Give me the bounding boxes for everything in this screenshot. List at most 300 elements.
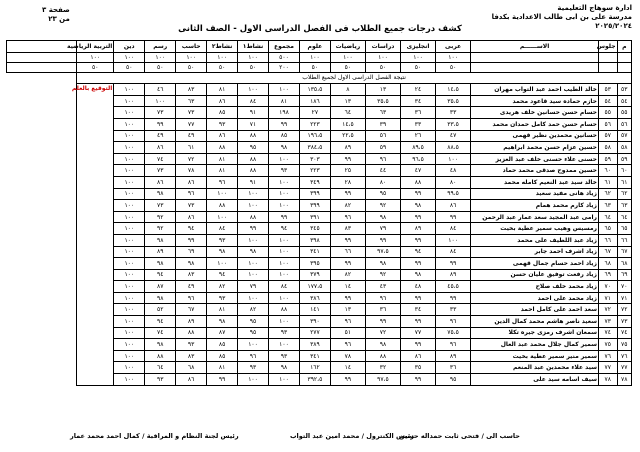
student-cell: ٧١ xyxy=(238,118,269,130)
student-cell: ١٠٠ xyxy=(114,292,145,304)
student-cell: ٧٤ xyxy=(599,327,618,339)
column-header: عربى xyxy=(436,41,471,53)
student-cell: ٩٩ xyxy=(330,258,365,270)
min-score-cell: ٥٠ xyxy=(114,62,145,72)
student-cell: ٨٨ xyxy=(238,153,269,165)
student-cell: ٦٤ xyxy=(617,211,631,223)
student-cell: ٣٣،٥ xyxy=(436,118,471,130)
student-cell: ٩٤ xyxy=(269,223,300,235)
student-cell: ٨٧ xyxy=(145,281,176,293)
student-cell: ٩٨ xyxy=(365,211,400,223)
student-cell: ٨٩ xyxy=(145,246,176,258)
student-cell: ٦١ xyxy=(176,142,207,154)
student-cell: ١٠٠ xyxy=(114,107,145,119)
student-cell: ٨٢ xyxy=(207,281,238,293)
page-total: من ٢٣ xyxy=(48,15,70,23)
student-cell: ٥٥ xyxy=(599,107,618,119)
student-cell: ١٠٠ xyxy=(114,84,145,96)
student-cell: ٨٩ xyxy=(401,223,436,235)
student-name: حسام حسن حسانين خلف هريدى xyxy=(471,107,599,119)
student-cell: ١٠٠ xyxy=(114,188,145,200)
student-cell: ٩٨ xyxy=(145,234,176,246)
student-cell: ٩٦ xyxy=(330,339,365,351)
student-cell: ٩٨ xyxy=(365,339,400,351)
student-cell: ٨٣ xyxy=(176,269,207,281)
student-cell: ٩٣ xyxy=(207,292,238,304)
student-cell: ٤٣ xyxy=(365,281,400,293)
student-cell: ٧٥ xyxy=(617,339,631,351)
max-score-row xyxy=(7,52,632,62)
column-header: جلوس xyxy=(599,41,618,53)
student-cell: ٩٨ xyxy=(145,188,176,200)
min-score-cell xyxy=(7,62,77,72)
column-header: حاسب xyxy=(176,41,207,53)
sheet-title: كشف درجات جميع الطلاب فى الفصل الدراسى الاول - الصف الثانى xyxy=(178,24,462,34)
admin-name: ادارة سوهاج التعليمية xyxy=(557,4,632,12)
student-cell: ١٠٠ xyxy=(269,374,300,386)
student-cell: ٩٨ xyxy=(401,269,436,281)
student-cell: ٩٩ xyxy=(365,234,400,246)
max-score-cell: ١٠٠ xyxy=(401,52,436,62)
student-cell: ٩٦ xyxy=(436,339,471,351)
student-cell: ٥٦ xyxy=(599,118,618,130)
page-number: صفحة ٣ xyxy=(42,6,70,14)
student-cell: ٩٦ xyxy=(365,292,400,304)
student-cell: ٩٢ xyxy=(145,223,176,235)
student-cell: ٦٧ xyxy=(599,246,618,258)
student-cell: ٧٤ xyxy=(145,153,176,165)
student-cell: ٧٠ xyxy=(617,281,631,293)
result-label: نتيجة الفصل الدراسى الاول لجميع الطلاب xyxy=(77,72,632,84)
min-score-cell: ٥٠ xyxy=(436,62,471,72)
student-cell: ٩٩ xyxy=(401,188,436,200)
student-cell: ٩٨ xyxy=(401,200,436,212)
student-cell: ١٤ xyxy=(330,362,365,374)
student-cell: ٨٦ xyxy=(436,200,471,212)
student-cell: ٩٣ xyxy=(145,374,176,386)
max-score-cell: ٥٠٠ xyxy=(269,52,300,62)
student-cell: ٨٨ xyxy=(176,327,207,339)
student-cell: ٧٤ xyxy=(617,327,631,339)
column-header: انجليزى xyxy=(401,41,436,53)
student-cell: ٦١ xyxy=(617,176,631,188)
student-cell: ٨ xyxy=(330,84,365,96)
student-cell: ٧٨ xyxy=(599,374,618,386)
student-cell: ٩٩ xyxy=(401,339,436,351)
student-cell: ٨٦ xyxy=(207,95,238,107)
student-cell: ٩٢ xyxy=(365,200,400,212)
student-cell: ٧٥ xyxy=(599,339,618,351)
student-cell: ٣٨٦ xyxy=(299,292,330,304)
student-name: سمير كمال جلال محمد عبد العال xyxy=(471,339,599,351)
student-cell: ٩٢ xyxy=(365,269,400,281)
student-cell: ١٦٢ xyxy=(299,362,330,374)
student-cell: ١٣ xyxy=(330,95,365,107)
student-cell: ٣٤١ xyxy=(299,246,330,258)
student-cell: ٩٩ xyxy=(401,316,436,328)
student-cell: ٣٦ xyxy=(365,304,400,316)
column-header: نشاط٢ xyxy=(207,41,238,53)
student-cell: ٣٩٩ xyxy=(299,200,330,212)
student-cell: ٦٧ xyxy=(617,246,631,258)
student-cell: ١٠٠ xyxy=(269,176,300,188)
student-cell: ٩٦ xyxy=(176,292,207,304)
student-cell: ٧٢ xyxy=(365,327,400,339)
student-cell: ٧٣ xyxy=(145,107,176,119)
student-cell: ٩٣ xyxy=(176,339,207,351)
student-cell: ١٣ xyxy=(365,84,400,96)
student-cell: ١٩٦،٥ xyxy=(299,130,330,142)
max-score-cell: ١٠٠ xyxy=(238,52,269,62)
student-cell: ٧٣ xyxy=(176,200,207,212)
student-cell: ٩١ xyxy=(238,107,269,119)
student-cell: ٩٩ xyxy=(330,374,365,386)
column-header: م xyxy=(617,41,631,53)
student-cell: ٩٧،٥ xyxy=(365,374,400,386)
student-cell: ٥٣ xyxy=(599,84,618,96)
student-cell: ١٠٠ xyxy=(114,362,145,374)
student-cell: ١٤،٥ xyxy=(436,84,471,96)
student-name: خالد سيد عبد النعيم كامله محمد xyxy=(471,176,599,188)
student-name: زياد اشرف احمد جابر xyxy=(471,246,599,258)
student-cell: ٦٦ xyxy=(330,246,365,258)
student-cell: ٩٩ xyxy=(401,374,436,386)
footer-sign-computer: حاسب الى / فتحى ثابت حمداله حسين xyxy=(398,432,520,440)
student-cell: ٩٨ xyxy=(176,258,207,270)
student-cell: ٩٩ xyxy=(330,188,365,200)
student-cell: ٨٦ xyxy=(176,176,207,188)
student-cell: ١٠٠ xyxy=(207,258,238,270)
student-cell: ٥٧ xyxy=(617,130,631,142)
student-cell: ٢٢٣ xyxy=(299,118,330,130)
student-cell: ٢٨ xyxy=(330,176,365,188)
min-score-cell: ٥٠ xyxy=(330,62,365,72)
student-cell: ٧١ xyxy=(617,292,631,304)
min-score-cell xyxy=(471,62,599,72)
student-cell: ٨٨ xyxy=(401,176,436,188)
student-cell: ٨٨،٥ xyxy=(436,142,471,154)
student-cell: ٥٢ xyxy=(145,304,176,316)
student-cell: ٩٣ xyxy=(269,350,300,362)
student-cell: ٤٨ xyxy=(401,281,436,293)
student-cell: ٢٥ xyxy=(330,165,365,177)
student-name: حسنى علاء حسنى خلف عبد العزيز xyxy=(471,153,599,165)
student-cell: ٥٨ xyxy=(617,142,631,154)
student-cell: ٢٤ xyxy=(401,84,436,96)
student-cell: ٣٥،٥ xyxy=(365,95,400,107)
student-cell: ٨٢ xyxy=(330,200,365,212)
student-cell: ٩٨ xyxy=(145,258,176,270)
student-cell: ٧٧ xyxy=(401,327,436,339)
student-cell: ٧٧ xyxy=(599,362,618,374)
student-cell: ٧٣ xyxy=(145,165,176,177)
min-score-cell: ٥٠ xyxy=(176,62,207,72)
student-name: زياد احمد حسام جمال قهمى xyxy=(471,258,599,270)
student-cell: ٩٣ xyxy=(238,362,269,374)
student-cell: ٨٩ xyxy=(436,269,471,281)
student-cell: ١٠٠ xyxy=(269,188,300,200)
student-cell: ٩٩ xyxy=(207,374,238,386)
student-cell: ٩٣ xyxy=(207,234,238,246)
student-cell: ١٠٠ xyxy=(269,269,300,281)
student-cell: ٩٤ xyxy=(401,246,436,258)
student-name: زياد كارم محمد همام xyxy=(471,200,599,212)
student-cell: ٨٩ xyxy=(330,142,365,154)
student-cell: ٩٩ xyxy=(269,118,300,130)
student-cell: ٤٧ xyxy=(436,130,471,142)
student-cell: ٦٣ xyxy=(599,200,618,212)
student-cell: ٣٤ xyxy=(401,304,436,316)
student-cell: ٧٧ xyxy=(176,118,207,130)
student-cell: ٣٩٢،٥ xyxy=(299,374,330,386)
student-cell: ٧٢ xyxy=(617,304,631,316)
student-cell: ١٣٥،٥ xyxy=(299,84,330,96)
student-cell: ٩٥ xyxy=(436,374,471,386)
student-cell: ٨٨ xyxy=(365,350,400,362)
student-cell: ٣٣ xyxy=(436,304,471,316)
student-cell: ٣٥ xyxy=(401,362,436,374)
student-cell: ٩٦،٥ xyxy=(401,153,436,165)
student-cell: ١٠٠ xyxy=(238,84,269,96)
student-cell: ٦٤ xyxy=(330,107,365,119)
student-cell: ٨٣ xyxy=(330,223,365,235)
student-cell: ٧٧ xyxy=(617,362,631,374)
student-name: زياد رفعت توفيق عليان حسن xyxy=(471,269,599,281)
student-cell: ٤٥،٥ xyxy=(436,281,471,293)
student-cell: ١٠٠ xyxy=(269,316,300,328)
student-name: سيف اسامه سيد على xyxy=(471,374,599,386)
student-cell: ٨١ xyxy=(207,84,238,96)
student-cell: ٩٩ xyxy=(145,118,176,130)
student-cell: ١٠٠ xyxy=(145,95,176,107)
student-cell: ٥١ xyxy=(330,327,365,339)
student-cell: ٩٦ xyxy=(330,211,365,223)
student-cell: ٨١ xyxy=(207,304,238,316)
student-cell: ٨٨ xyxy=(207,200,238,212)
student-cell: ٨٤ xyxy=(207,223,238,235)
student-cell: ٨٨ xyxy=(238,130,269,142)
column-header: دين xyxy=(114,41,145,53)
student-cell: ١٠٠ xyxy=(114,339,145,351)
student-cell: ٩٤ xyxy=(145,269,176,281)
student-cell: ١٠٠ xyxy=(238,292,269,304)
student-cell: ٣٧٩ xyxy=(299,269,330,281)
student-cell: ٩٨ xyxy=(269,362,300,374)
student-cell: ١٠٠ xyxy=(114,211,145,223)
student-cell: ٥٨ xyxy=(599,142,618,154)
student-cell: ٦٠ xyxy=(617,165,631,177)
student-cell: ١٠٠ xyxy=(269,84,300,96)
student-cell: ١٩٨ xyxy=(269,107,300,119)
student-cell: ١٨٦ xyxy=(299,95,330,107)
min-score-cell: ٥٠ xyxy=(238,62,269,72)
student-cell: ١٠٠ xyxy=(238,188,269,200)
student-cell: ٧٤ xyxy=(145,327,176,339)
student-cell: ٥٦ xyxy=(365,130,400,142)
student-cell: ٩٦ xyxy=(330,316,365,328)
column-header: علوم xyxy=(299,41,330,53)
student-cell: ١٠٠ xyxy=(207,211,238,223)
max-score-cell xyxy=(471,52,599,62)
student-cell: ١٠٠ xyxy=(114,246,145,258)
student-cell: ٦٢ xyxy=(617,188,631,200)
student-name: زياد محمد خلف صلاح xyxy=(471,281,599,293)
student-cell: ٩٣ xyxy=(269,165,300,177)
student-cell: ٩٦ xyxy=(176,188,207,200)
student-cell: ٩٨ xyxy=(269,142,300,154)
min-score-cell: ٥٠ xyxy=(207,62,238,72)
student-cell: ٨٢ xyxy=(330,269,365,281)
student-cell: ١٠٠ xyxy=(114,269,145,281)
student-cell: ٣٩١ xyxy=(299,211,330,223)
student-name: سعيد ناصر هاشم محمد كمال الدين xyxy=(471,316,599,328)
student-cell: ٨٥ xyxy=(207,339,238,351)
student-cell: ٦٧ xyxy=(176,304,207,316)
student-cell: ٨٤ xyxy=(238,95,269,107)
student-cell: ٩٩ xyxy=(330,153,365,165)
student-cell: ٨١ xyxy=(207,153,238,165)
student-cell: ٦٦ xyxy=(599,234,618,246)
student-name: رامى عبد المجيد سعد عمار عبد الرحمن xyxy=(471,211,599,223)
student-cell: ٩٩،٥ xyxy=(436,188,471,200)
student-cell: ٥٩ xyxy=(599,153,618,165)
max-score-cell: ١٠٠ xyxy=(176,52,207,62)
student-cell: ٧٠ xyxy=(599,281,618,293)
student-cell: ١٠٠ xyxy=(114,142,145,154)
student-cell: ٦٠ xyxy=(599,165,618,177)
student-cell: ٩٨ xyxy=(207,246,238,258)
student-cell: ٩٩ xyxy=(330,292,365,304)
max-score-cell: ١٠٠ xyxy=(436,52,471,62)
student-cell: ١٠٠ xyxy=(114,176,145,188)
student-cell: ٥٤ xyxy=(617,95,631,107)
student-cell: ٩٩ xyxy=(238,223,269,235)
max-score-cell: ١٠٠ xyxy=(365,52,400,62)
table-head xyxy=(7,41,632,84)
student-cell: ٩٦ xyxy=(365,153,400,165)
student-cell: ١٠٠ xyxy=(207,188,238,200)
student-cell: ١٠٠ xyxy=(114,234,145,246)
student-cell: ١٠٠ xyxy=(269,258,300,270)
max-score-cell: ١٠٠ xyxy=(114,52,145,62)
student-cell: ٤٧ xyxy=(401,165,436,177)
page-indicator xyxy=(42,6,70,24)
student-cell: ٧١ xyxy=(599,292,618,304)
student-cell: ٨٩ xyxy=(176,316,207,328)
student-cell: ٧٣ xyxy=(176,107,207,119)
min-score-cell: ٥٠ xyxy=(365,62,400,72)
student-cell: ١٠٠ xyxy=(114,165,145,177)
student-cell: ٦٢ xyxy=(599,188,618,200)
student-cell: ٤٩ xyxy=(176,130,207,142)
student-cell: ٣٤ xyxy=(401,95,436,107)
student-cell: ٩٩ xyxy=(436,292,471,304)
student-cell: ٦٩ xyxy=(599,269,618,281)
student-cell: ٥٥ xyxy=(617,107,631,119)
student-cell: ٨٦ xyxy=(145,142,176,154)
student-cell: ٩٥ xyxy=(238,327,269,339)
student-cell: ٦٨ xyxy=(599,258,618,270)
student-cell: ٩٩ xyxy=(365,316,400,328)
student-cell: ٨٤ xyxy=(436,223,471,235)
student-cell: ٣٩٩ xyxy=(299,188,330,200)
student-cell: ٩٩ xyxy=(269,211,300,223)
student-cell: ٧٢ xyxy=(176,153,207,165)
student-cell: ٦٣ xyxy=(176,95,207,107)
grades-table xyxy=(6,40,632,386)
student-name: زياد محمد على احمد xyxy=(471,292,599,304)
student-cell: ٣٦ xyxy=(436,362,471,374)
student-cell: ٥٤ xyxy=(599,95,618,107)
student-cell: ٣٩٨ xyxy=(299,234,330,246)
student-cell: ٤٦ xyxy=(145,84,176,96)
column-header: الاســــــم xyxy=(471,41,599,53)
student-cell: ٧٩ xyxy=(238,281,269,293)
student-cell: ٧٨ xyxy=(176,165,207,177)
student-cell: ٣٩ xyxy=(365,118,400,130)
student-cell: ٩٧،٥ xyxy=(365,246,400,258)
student-cell: ٨٦ xyxy=(176,374,207,386)
student-cell: ١٠٠ xyxy=(238,200,269,212)
student-cell: ١٧٧،٥ xyxy=(299,281,330,293)
student-cell: ٣٩٥ xyxy=(299,258,330,270)
student-name: خالد الطيب احمد عبد التواب مهران xyxy=(471,84,599,96)
student-cell: ١٠٠ xyxy=(238,269,269,281)
min-score-cell: ٥٠ xyxy=(401,62,436,72)
student-cell: ١٠٠ xyxy=(114,258,145,270)
min-score-cell: ٢٠٠ xyxy=(269,62,300,72)
student-cell: ٣٤٥ xyxy=(299,223,330,235)
student-cell: ٧٣ xyxy=(617,316,631,328)
student-cell: ٩٢ xyxy=(145,211,176,223)
max-score-cell xyxy=(599,52,618,62)
student-cell: ٤٩ xyxy=(176,281,207,293)
student-cell: ٨٦ xyxy=(176,211,207,223)
student-cell: ٢٢٣ xyxy=(299,165,330,177)
student-cell: ٩٨ xyxy=(365,258,400,270)
student-cell: ٩٨ xyxy=(238,246,269,258)
student-cell: ١٠٠ xyxy=(269,234,300,246)
column-header: رياضيات xyxy=(330,41,365,53)
student-cell: ٨١ xyxy=(269,95,300,107)
student-cell: ٥٦ xyxy=(617,118,631,130)
column-header: مجموع xyxy=(269,41,300,53)
student-cell: ٩١ xyxy=(238,176,269,188)
max-score-cell: ١٠٠ xyxy=(207,52,238,62)
student-cell: ٦٤ xyxy=(145,362,176,374)
student-cell: ٣٠٣ xyxy=(299,153,330,165)
student-cell: ٩٦ xyxy=(436,316,471,328)
student-cell: ٦٣ xyxy=(365,107,400,119)
column-header: رسم xyxy=(145,41,176,53)
student-cell: ١٠٠ xyxy=(114,327,145,339)
student-cell: ٨٧ xyxy=(207,327,238,339)
student-cell: ٨٨ xyxy=(238,211,269,223)
student-cell: ٧٦ xyxy=(599,350,618,362)
min-score-row xyxy=(7,62,632,72)
student-cell: ٩٦ xyxy=(207,176,238,188)
max-score-cell: ١٠٠ xyxy=(299,52,330,62)
student-cell: ٩٣ xyxy=(269,327,300,339)
student-name: سمير منير سمير عطية بخيت xyxy=(471,350,599,362)
student-cell: ٣٣ xyxy=(436,107,471,119)
min-score-cell: ٥٠ xyxy=(299,62,330,72)
student-cell: ١٠٠ xyxy=(114,95,145,107)
student-cell: ٣٨٤،٥ xyxy=(299,142,330,154)
student-cell: ٤٩ xyxy=(145,130,176,142)
student-cell: ١٠٠ xyxy=(238,258,269,270)
student-cell: ٨٦ xyxy=(145,176,176,188)
